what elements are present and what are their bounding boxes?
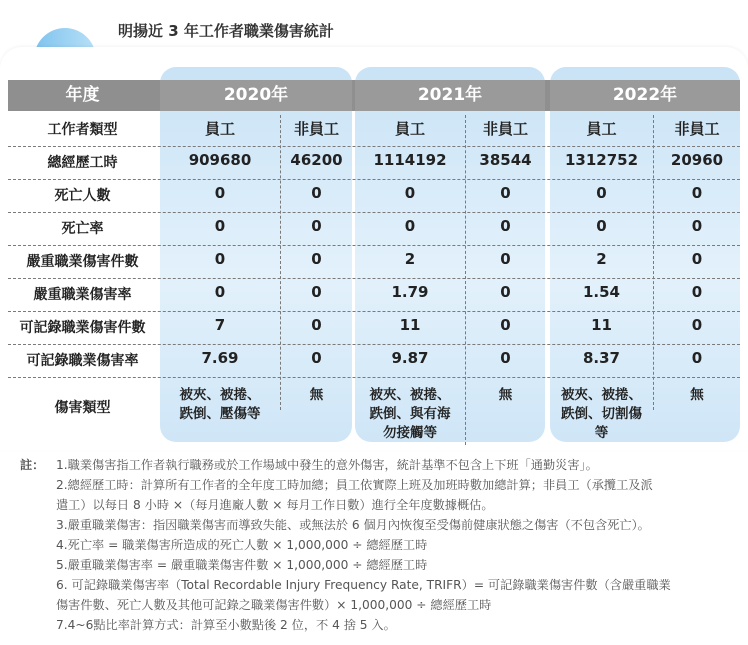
table-cell: 0 <box>311 217 322 235</box>
injury-type-cell: 無 <box>309 387 324 403</box>
table-cell: 11 <box>591 316 612 334</box>
table-cell: 0 <box>691 250 703 268</box>
table-cell: 0 <box>404 184 416 202</box>
table-cell: 0 <box>691 283 703 301</box>
note-line: 4.死亡率 = 職業傷害所造成的死亡人數 × 1,000,000 ÷ 總經歷工時 <box>56 538 428 552</box>
table-cell: 0 <box>500 184 511 202</box>
table-cell: 0 <box>691 217 703 235</box>
row-label-total-hours: 總經歷工時 <box>47 155 118 171</box>
table-cell: 46200 <box>290 151 343 169</box>
row-label-fatalities: 死亡人數 <box>54 188 111 204</box>
row-label-worker-type: 工作者類型 <box>47 122 118 138</box>
table-cell: 8.37 <box>582 349 620 367</box>
row-label-recordable-injuries: 可記錄職業傷害件數 <box>19 320 146 336</box>
table-cell: 員工 <box>394 120 425 138</box>
table-cell: 1114192 <box>373 151 447 169</box>
year-header-2021: 2021年 <box>417 85 483 105</box>
row-divider <box>8 146 740 147</box>
table-cell: 0 <box>500 283 511 301</box>
row-label-serious-injuries: 嚴重職業傷害件數 <box>26 254 139 270</box>
table-cell: 2 <box>596 250 607 268</box>
table-cell: 0 <box>500 316 511 334</box>
table-cell: 0 <box>691 184 703 202</box>
table-cell: 0 <box>311 250 322 268</box>
injury-type-cell: 無 <box>498 387 513 403</box>
row-divider <box>8 278 740 279</box>
table-cell: 1312752 <box>564 151 639 169</box>
table-cell: 38544 <box>479 151 532 169</box>
table-cell: 非員工 <box>674 120 720 138</box>
table-cell: 0 <box>500 349 511 367</box>
table-cell: 1.79 <box>391 283 429 301</box>
table-cell: 0 <box>214 250 226 268</box>
note-line: 6. 可記錄職業傷害率（Total Recordable Injury Frequency Rate, TRIFR）= 可記錄職業傷害件數（含嚴重職業 <box>56 578 671 592</box>
injury-type-cell: 無 <box>690 387 704 403</box>
table-cell: 0 <box>596 184 607 202</box>
row-divider <box>8 179 740 180</box>
table-cell: 0 <box>311 349 322 367</box>
row-divider <box>8 344 740 345</box>
table-cell: 0 <box>500 250 511 268</box>
table-cell: 員工 <box>204 120 235 138</box>
note-line: 傷害件數、死亡人數及其他可記錄之職業傷害件數）× 1,000,000 ÷ 總經歷工時 <box>56 598 492 612</box>
note-line: 5.嚴重職業傷害率 = 嚴重職業傷害件數 × 1,000,000 ÷ 總經歷工時 <box>56 558 428 572</box>
note-line: 3.嚴重職業傷害：指因職業傷害而導致失能、或無法於 6 個月內恢復至受傷前健康狀態之傷害（不包含死亡）。 <box>56 518 650 532</box>
table-cell: 20960 <box>670 151 724 169</box>
table-cell: 0 <box>596 217 607 235</box>
table-cell: 0 <box>404 217 416 235</box>
year-header-2022: 2022年 <box>612 85 678 105</box>
note-line: 2.總經歷工時：計算所有工作者的全年度工時加總；員工依實際上班及加班時數加總計算；非員工（承攬工及派 <box>56 478 653 492</box>
injury-type-cell: 被夾、被捲、 跌倒、壓傷等 <box>179 387 261 422</box>
injury-type-cell: 被夾、被捲、 跌倒、切割傷 等 <box>561 387 642 441</box>
row-label-injury-type: 傷害類型 <box>54 400 111 416</box>
table-cell: 0 <box>500 217 511 235</box>
row-divider <box>8 212 740 213</box>
row-label-recordable-injury-rate: 可記錄職業傷害率 <box>26 353 139 369</box>
table-cell: 2 <box>404 250 416 268</box>
table-cell: 非員工 <box>482 120 528 138</box>
row-label-serious-injury-rate: 嚴重職業傷害率 <box>33 287 132 303</box>
table-cell: 9.87 <box>391 349 429 367</box>
table-cell: 7.69 <box>201 349 239 367</box>
page-title: 明揚近 3 年工作者職業傷害統計 <box>118 22 334 40</box>
note-line: 7.4~6點比率計算方式：計算至小數點後 2 位，不 4 捨 5 入。 <box>56 618 396 632</box>
row-label-fatality-rate: 死亡率 <box>61 221 104 237</box>
table-cell: 非員工 <box>293 120 339 138</box>
table-cell: 0 <box>691 316 703 334</box>
note-line: 遣工）以每日 8 小時 ×（每月進廠人數 × 每月工作日數）進行全年度數據概估。 <box>56 498 494 512</box>
injury-type-cell: 被夾、被捲、 跌倒、與有海 勿接觸等 <box>369 387 451 441</box>
table-cell: 0 <box>311 316 322 334</box>
year-header-2020: 2020年 <box>223 85 289 105</box>
table-cell: 0 <box>214 283 226 301</box>
table-cell: 909680 <box>188 151 252 169</box>
note-line: 1.職業傷害指工作者執行職務或於工作場域中發生的意外傷害，統計基準不包含上下班「通勤災害」。 <box>56 458 598 472</box>
notes-heading: 註： <box>20 458 45 472</box>
table-cell: 11 <box>399 316 421 334</box>
table-cell: 0 <box>691 349 703 367</box>
table-cell: 0 <box>311 184 322 202</box>
row-divider <box>8 311 740 312</box>
table-cell: 1.54 <box>582 283 620 301</box>
table-cell: 0 <box>311 283 322 301</box>
table-cell: 0 <box>214 184 226 202</box>
year-column-header: 年度 <box>65 85 100 105</box>
table-cell: 員工 <box>586 120 617 138</box>
table-cell: 7 <box>214 316 226 334</box>
row-divider <box>8 377 740 378</box>
row-divider <box>8 245 740 246</box>
table-cell: 0 <box>214 217 226 235</box>
